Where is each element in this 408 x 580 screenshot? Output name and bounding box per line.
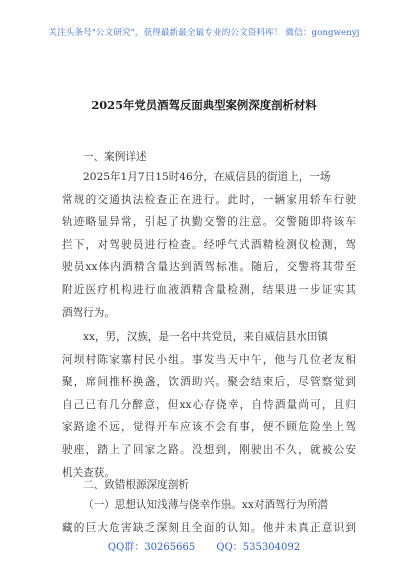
paragraph-line (62, 540, 356, 563)
paragraph-line: 藏的巨大危害缺乏深刻且全面的认知。他并未真正意识到 (62, 521, 356, 534)
header-notice: 关注头条号"公文研究"，获得最新最全最专业的公文资料库！ 微信：gongwenyj (48, 28, 360, 38)
footer-qq: QQ：535304092 (216, 542, 301, 553)
section-heading-text: 二、致错根源深度剖析 (83, 479, 189, 491)
paragraph-line: 附近医疗机构进行血液酒精含量检测，结果进一步证实其 (62, 283, 356, 296)
footer-qq-group: QQ群：30265665 (107, 542, 196, 553)
paragraph-case-details (62, 166, 356, 324)
paragraph-root-cause (62, 494, 356, 539)
paragraph-line: 驶座，踏上了回家之路。没想到，刚驶出不久，就被公安 (62, 443, 356, 456)
section-heading-text: 一、案例详述 (83, 151, 147, 163)
paragraph-line: 驶员xx体内酒精含量达到酒驾标准。随后，交警将其带至 (62, 261, 356, 274)
paragraph-line: 常规的交通执法检查正在进行。此时，一辆家用轿车行驶 (62, 193, 356, 206)
paragraph-line: 聚，席间推杯换盏，饮酒助兴。聚会结束后，尽管察觉到 (62, 376, 356, 389)
paragraph-line: （一）思想认知浅薄与侥幸作祟。xx对酒驾行为所潜 (83, 499, 329, 511)
document-title: 2025年党员酒驾反面典型案例深度剖析材料 (91, 98, 317, 112)
paragraph-line: 拦下，对驾驶员进行检查。经呼气式酒精检测仪检测，驾 (62, 238, 356, 251)
paragraph-line: xx，男，汉族，是一名中共党员，来自威信县水田镇 (83, 331, 329, 343)
paragraph-line: 机关查获。 (62, 466, 115, 479)
paragraph-line: 河坝村陈家寨村民小组。事发当天中午，他与几位老友相 (62, 353, 356, 366)
paragraph-line: 自己已有几分醉意，但xx心存侥幸，自恃酒量尚可，且归 (62, 398, 356, 411)
paragraph-line: 轨迹略显异常，引起了执勤交警的注意。交警随即将该车 (62, 216, 356, 229)
paragraph-person-background (62, 326, 356, 484)
paragraph-line: 家路途不远，觉得开车应该不会有事，便不顾危险坐上驾 (62, 421, 356, 434)
paragraph-line: 酒驾行为。 (62, 306, 115, 319)
paragraph-line: 2025年1月7日15时46分，在威信县的街道上，一场 (83, 171, 331, 183)
